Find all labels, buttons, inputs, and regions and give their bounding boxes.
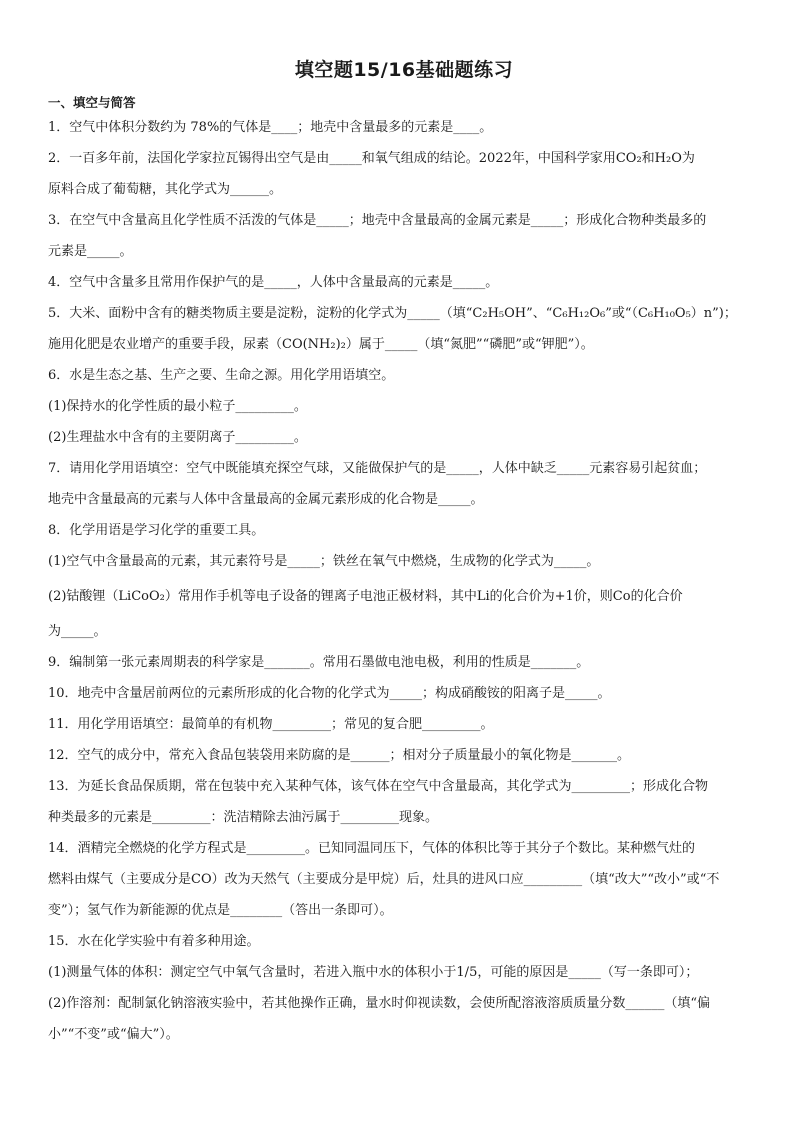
question-7-line-1: 7．请用化学用语填空：空气中既能填充探空气球，又能做保护气的是_____，人体中缺乏_____元素容易引起贫血；	[48, 461, 707, 476]
question-14-line-2: 燃料由煤气（主要成分是CO）改为天然气（主要成分是甲烷）后，灶具的进风口应_________（填“改大”“改小”或“不	[48, 872, 720, 887]
question-7-line-2: 地壳中含量最高的元素与人体中含量最高的金属元素形成的化合物是_____。	[48, 492, 484, 507]
question-8-part-2-line-2: 为_____。	[48, 624, 107, 639]
worksheet-page	[48, 58, 760, 1045]
question-6-line-1: 6．水是生态之基、生产之要、生命之源。用化学用语填空。	[48, 368, 395, 383]
question-11-line-1: 11．用化学用语填空：最简单的有机物_________；常见的复合肥_________。	[48, 717, 494, 732]
question-3-line-1: 3．在空气中含量高且化学性质不活泼的气体是_____；地壳中含量最高的金属元素是_____；形成化合物种类最多的	[48, 213, 707, 228]
question-13-line-2: 种类最多的元素是_________：洗洁精除去油污属于_________现象。	[48, 810, 439, 825]
question-8-line-1: 8．化学用语是学习化学的重要工具。	[48, 523, 265, 538]
question-3-line-2: 元素是_____。	[48, 244, 133, 259]
question-15-part-2-line-1: (2)作溶剂：配制氯化钠溶液实验中，若其他操作正确，量水时仰视读数，会使所配溶液溶质质量分数______（填“偏	[48, 996, 711, 1011]
question-2-line-1: 2．一百多年前，法国化学家拉瓦锡得出空气是由_____和氧气组成的结论。2022年，中国科学家用CO₂和H₂O为	[48, 151, 695, 166]
question-6-part-1: (1)保持水的化学性质的最小粒子_________。	[48, 399, 307, 414]
question-5-line-2: 施用化肥是农业增产的重要手段，尿素（CO(NH₂)₂）属于_____（填“氮肥”“磷肥”或“钾肥”）。	[48, 337, 594, 352]
question-5-line-1: 5．大米、面粉中含有的糖类物质主要是淀粉，淀粉的化学式为_____（填“C₂H₅OH”、“C₆H₁₂O₆”或“（C₆H₁₀O₅）n”)；	[48, 306, 737, 321]
page-title: 填空题15/16基础题练习	[294, 59, 514, 81]
question-15-part-2-line-2: 小”“不变”或“偏大”）。	[48, 1027, 179, 1042]
question-6-part-2: (2)生理盐水中含有的主要阴离子_________。	[48, 430, 307, 445]
question-14-line-3: 变”）；氢气作为新能源的优点是________（答出一条即可）。	[48, 903, 393, 918]
question-15-part-1: (1)测量气体的体积：测定空气中氧气含量时，若进入瓶中水的体积小于1/5，可能的原因是_____（写一条即可）；	[48, 965, 699, 980]
question-12-line-1: 12．空气的成分中，常充入食品包装袋用来防腐的是______；相对分子质量最小的氧化物是_______。	[48, 748, 631, 763]
section-heading: 一、填空与简答	[48, 95, 136, 110]
question-8-part-1: (1)空气中含量最高的元素，其元素符号是_____；铁丝在氧气中燃烧，生成物的化学式为_____。	[48, 554, 600, 569]
question-4-line-1: 4．空气中含量多且常用作保护气的是_____，人体中含量最高的元素是_____。	[48, 275, 499, 290]
question-1-line-1: 1．空气中体积分数约为 78%的气体是____；地壳中含量最多的元素是____。	[48, 120, 493, 135]
question-10-line-1: 10．地壳中含量居前两位的元素所形成的化合物的化学式为_____；构成硝酸铵的阳离子是_____。	[48, 686, 611, 701]
question-8-part-2-line-1: (2)钴酸锂（LiCoO₂）常用作手机等电子设备的锂离子电池正极材料，其中Li的化合价为+1价，则Co的化合价	[48, 589, 683, 604]
question-9-line-1: 9．编制第一张元素周期表的科学家是_______。常用石墨做电池电极，利用的性质是_______。	[48, 655, 590, 670]
question-15-line-1: 15．水在化学实验中有着多种用途。	[48, 934, 260, 949]
question-13-line-1: 13．为延长食品保质期，常在包装中充入某种气体，该气体在空气中含量最高，其化学式为_________；形成化合物	[48, 779, 709, 794]
question-14-line-1: 14．酒精完全燃烧的化学方程式是_________。已知同温同压下，气体的体积比等于其分子个数比。某种燃气灶的	[48, 841, 696, 856]
question-2-line-2: 原料合成了葡萄糖，其化学式为______。	[48, 182, 283, 197]
